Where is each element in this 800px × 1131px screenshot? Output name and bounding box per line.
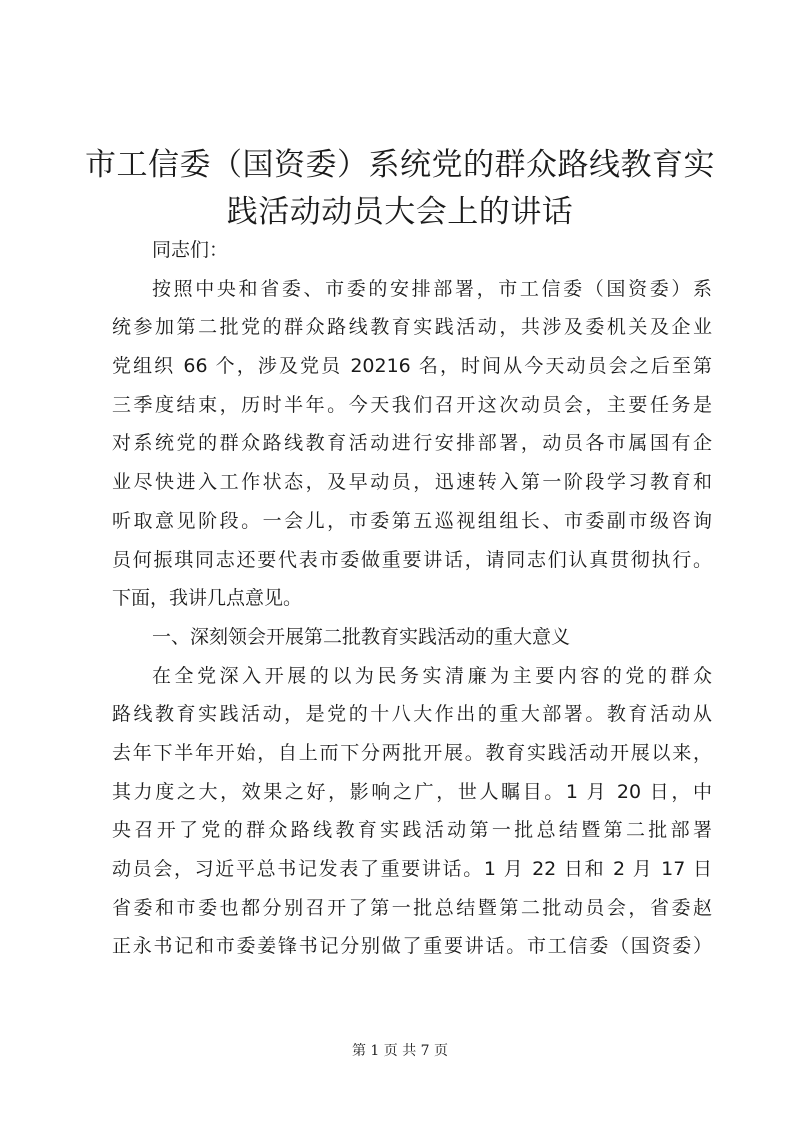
paragraph-line: 省委和市委也都分别召开了第一批总结暨第二批动员会，省委赵: [112, 896, 712, 919]
paragraph-line: 业尽快进入工作状态，及早动员，迅速转入第一阶段学习教育和: [112, 471, 712, 494]
page-number: 第 1 页 共 7 页: [351, 1043, 449, 1059]
salutation: 同志们：: [152, 239, 229, 261]
title-line: 践活动动员大会上的讲话: [226, 194, 574, 230]
paragraph-line: 党组织 66 个，涉及党员 20216 名，时间从今天动员会之后至第: [112, 355, 712, 378]
section-heading: 一、深刻领会开展第二批教育实践活动的重大意义: [152, 625, 571, 648]
paragraph-line: 动员会，习近平总书记发表了重要讲话。1 月 22 日和 2 月 17 日: [112, 858, 712, 880]
paragraph-line: 统参加第二批党的群众路线教育实践活动，共涉及委机关及企业: [112, 316, 712, 339]
paragraph-line: 正永书记和市委姜锋书记分别做了重要讲话。市工信委（国资委）: [112, 935, 712, 958]
paragraph-line: 去年下半年开始，自上而下分两批开展。教育实践活动开展以来，: [112, 741, 712, 764]
paragraph-line: 对系统党的群众路线教育活动进行安排部署，动员各市属国有企: [112, 432, 712, 455]
title-line: 市工信委（国资委）系统党的群众路线教育实: [85, 147, 715, 183]
paragraph-line: 在全党深入开展的以为民务实清廉为主要内容的党的群众: [152, 664, 712, 687]
page-title: [80, 142, 720, 236]
paragraph-line: 按照中央和省委、市委的安排部署，市工信委（国资委）系: [152, 277, 712, 300]
paragraph-line: 其力度之大，效果之好，影响之广，世人瞩目。1 月 20 日，中: [112, 780, 712, 803]
paragraph-line: 员何振琪同志还要代表市委做重要讲话，请同志们认真贯彻执行。: [112, 548, 712, 571]
paragraph-line: 三季度结束，历时半年。今天我们召开这次动员会，主要任务是: [112, 393, 712, 416]
paragraph-line: 路线教育实践活动，是党的十八大作出的重大部署。教育活动从: [112, 703, 712, 726]
document-body: [112, 231, 712, 966]
paragraph-line: 央召开了党的群众路线教育实践活动第一批总结暨第二批部署: [112, 819, 712, 842]
paragraph-line: 下面，我讲几点意见。: [112, 587, 303, 610]
paragraph-line: 听取意见阶段。一会儿，市委第五巡视组组长、市委副市级咨询: [112, 509, 712, 532]
